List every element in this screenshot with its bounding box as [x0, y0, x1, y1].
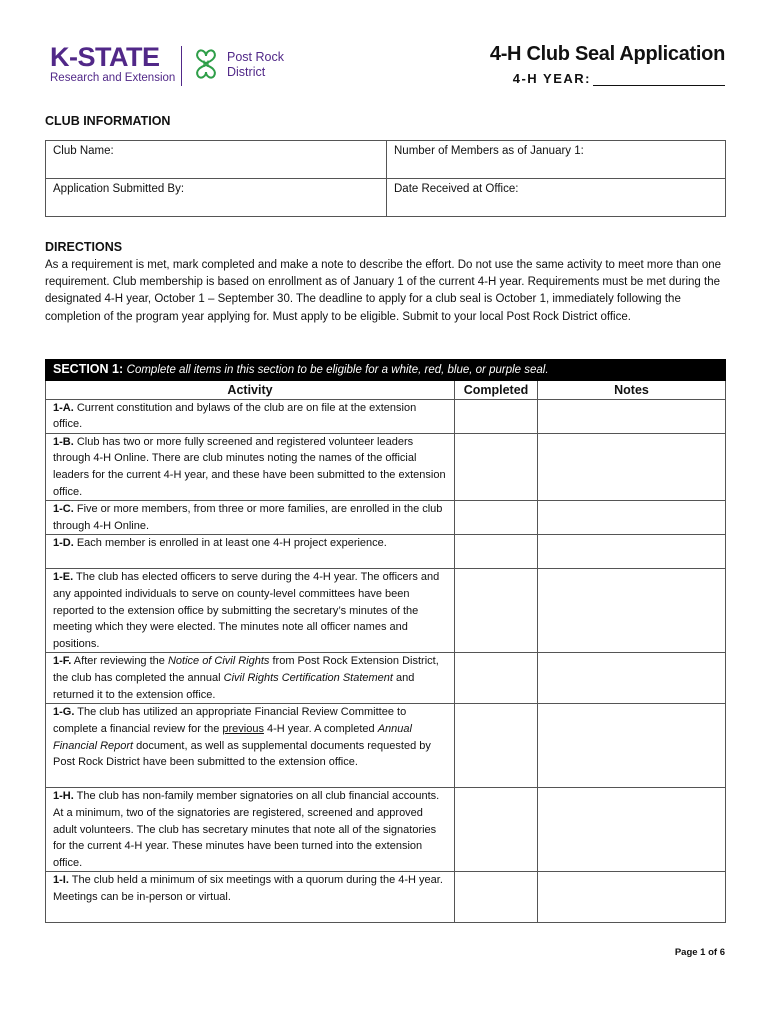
activity-cell	[46, 433, 455, 500]
item-text: from Post Rock Extension District, the club has completed the annual	[53, 655, 439, 684]
notes-cell[interactable]	[538, 788, 726, 872]
item-text-italic: Annual Financial Report	[53, 722, 412, 752]
section1-banner	[46, 360, 726, 381]
district-line1: Post Rock	[227, 50, 284, 64]
item-id: 1-I.	[53, 874, 69, 887]
table-row	[46, 399, 726, 433]
table-row	[46, 569, 726, 653]
notes-cell[interactable]	[538, 535, 726, 569]
item-id: 1-D.	[53, 537, 74, 550]
completed-cell[interactable]	[455, 535, 538, 569]
item-id: 1-H.	[53, 790, 74, 803]
activity-cell	[46, 704, 455, 788]
table-row	[46, 535, 726, 569]
item-text: Five or more members, from three or more families, are enrolled in the club through 4-H Online.	[53, 503, 443, 532]
column-header-activity: Activity	[46, 380, 455, 399]
kstate-wordmark: K-STATE	[50, 42, 160, 72]
club-info-table	[45, 140, 726, 217]
item-text-underlined: previous	[222, 722, 264, 735]
activity-cell	[46, 399, 455, 433]
table-row	[46, 501, 726, 535]
table-row	[46, 872, 726, 923]
table-row	[46, 433, 726, 500]
kstate-subtitle: Research and Extension	[50, 72, 176, 84]
activity-cell	[46, 569, 455, 653]
completed-cell[interactable]	[455, 399, 538, 433]
item-id: 1-C.	[53, 503, 74, 516]
completed-cell[interactable]	[455, 872, 538, 923]
activity-cell	[46, 501, 455, 535]
page-title: 4-H Club Seal Application	[489, 43, 725, 65]
members-count-field[interactable]: Number of Members as of January 1:	[387, 141, 726, 179]
notes-cell[interactable]	[538, 433, 726, 500]
table-row	[46, 653, 726, 704]
directions-text: As a requirement is met, mark completed and make a note to describe the effort. Do not use the same activity to meet more than one requirement. Club membership is based on enrollment as of January 1 of the current 4-H year. Requirements must be met during the designated 4-H year, October 1 – September 30. The deadline to apply for a club seal is October 1, immediately following the completion of the program year applying for. Must apply to be eligible. Submit to your local Post Rock District office.	[45, 259, 722, 323]
completed-cell[interactable]	[455, 704, 538, 788]
column-header-completed: Completed	[455, 380, 538, 399]
item-text: Each member is enrolled in at least one 4-H project experience.	[76, 537, 387, 550]
item-text: Club has two or more fully screened and registered volunteer leaders through 4-H Online. There are club minutes noting the names of the official leaders for the current 4-H year, and these have been submitted to the extension office.	[53, 435, 446, 498]
item-text: document, as well as supplemental documents requested by Post Rock District have been submitted to the extension office.	[53, 739, 431, 769]
table-row	[46, 704, 726, 788]
club-name-field[interactable]: Club Name:	[46, 141, 387, 179]
club-info-heading: CLUB INFORMATION	[45, 114, 171, 128]
section1-label: SECTION 1:	[53, 362, 124, 376]
item-text: After reviewing the	[73, 655, 168, 668]
directions-heading: DIRECTIONS	[45, 240, 123, 254]
district-name	[227, 50, 284, 80]
completed-cell[interactable]	[455, 569, 538, 653]
notes-cell[interactable]	[538, 569, 726, 653]
item-text: and returned it to the extension office.	[53, 671, 415, 701]
section1-description: Complete all items in this section to be eligible for a white, red, blue, or purple seal.	[126, 364, 549, 376]
item-text: The club has non-family member signatories on all club financial accounts. At a minimum, two of the signatories are registered, screened and approved adult volunteers. The club has secretary minutes that note all of the signatories for the current 4-H year. These minutes have been turned into the extension office.	[53, 790, 440, 869]
item-text: The club has elected officers to serve during the 4-H year. The officers and any appointed individuals to serve on county-level committees have been reported to the extension office by submitting the secretary’s minutes of the meeting which they were elected. The minutes note all officer names and positions.	[53, 571, 440, 650]
column-header-row	[46, 380, 726, 399]
item-text: Current constitution and bylaws of the club are on file at the extension office.	[53, 401, 417, 431]
year-field	[513, 71, 725, 86]
notes-cell[interactable]	[538, 501, 726, 535]
item-text: The club held a minimum of six meetings with a quorum during the 4-H year. Meetings can be in-person or virtual.	[53, 874, 443, 903]
year-label: 4-H YEAR:	[512, 71, 591, 86]
item-text: 4-H year. A completed	[263, 722, 378, 735]
activity-cell	[46, 653, 455, 704]
completed-cell[interactable]	[455, 433, 538, 500]
item-id: 1-F.	[53, 655, 72, 668]
logo-divider	[181, 46, 182, 86]
notes-cell[interactable]	[538, 872, 726, 923]
notes-cell[interactable]	[538, 704, 726, 788]
table-row	[46, 788, 726, 872]
kstate-logo	[50, 44, 175, 84]
completed-cell[interactable]	[455, 501, 538, 535]
date-received-field[interactable]: Date Received at Office:	[387, 179, 726, 217]
4h-clover-icon	[189, 47, 223, 81]
notes-cell[interactable]	[538, 399, 726, 433]
item-id: 1-B.	[53, 435, 74, 448]
activity-cell	[46, 535, 455, 569]
completed-cell[interactable]	[455, 788, 538, 872]
section1-table	[45, 359, 726, 923]
completed-cell[interactable]	[455, 653, 538, 704]
table-row	[46, 141, 726, 179]
item-id: 1-A.	[53, 401, 74, 414]
district-line2: District	[227, 65, 266, 79]
activity-cell	[46, 788, 455, 872]
submitted-by-field[interactable]: Application Submitted By:	[46, 179, 387, 217]
year-input-line[interactable]	[593, 73, 725, 86]
item-id: 1-G.	[53, 706, 75, 719]
item-id: 1-E.	[53, 571, 74, 584]
activity-cell	[46, 872, 455, 923]
item-text-italic: Civil Rights Certification Statement	[223, 671, 393, 684]
notes-cell[interactable]	[538, 653, 726, 704]
column-header-notes: Notes	[538, 380, 726, 399]
item-text-italic: Notice of Civil Rights	[167, 655, 270, 668]
table-row	[46, 179, 726, 217]
svg-text:H: H	[202, 59, 210, 69]
page-number: Page 1 of 6	[674, 947, 725, 958]
item-text: The club has utilized an appropriate Financial Review Committee to complete a financial review for the	[53, 706, 407, 735]
